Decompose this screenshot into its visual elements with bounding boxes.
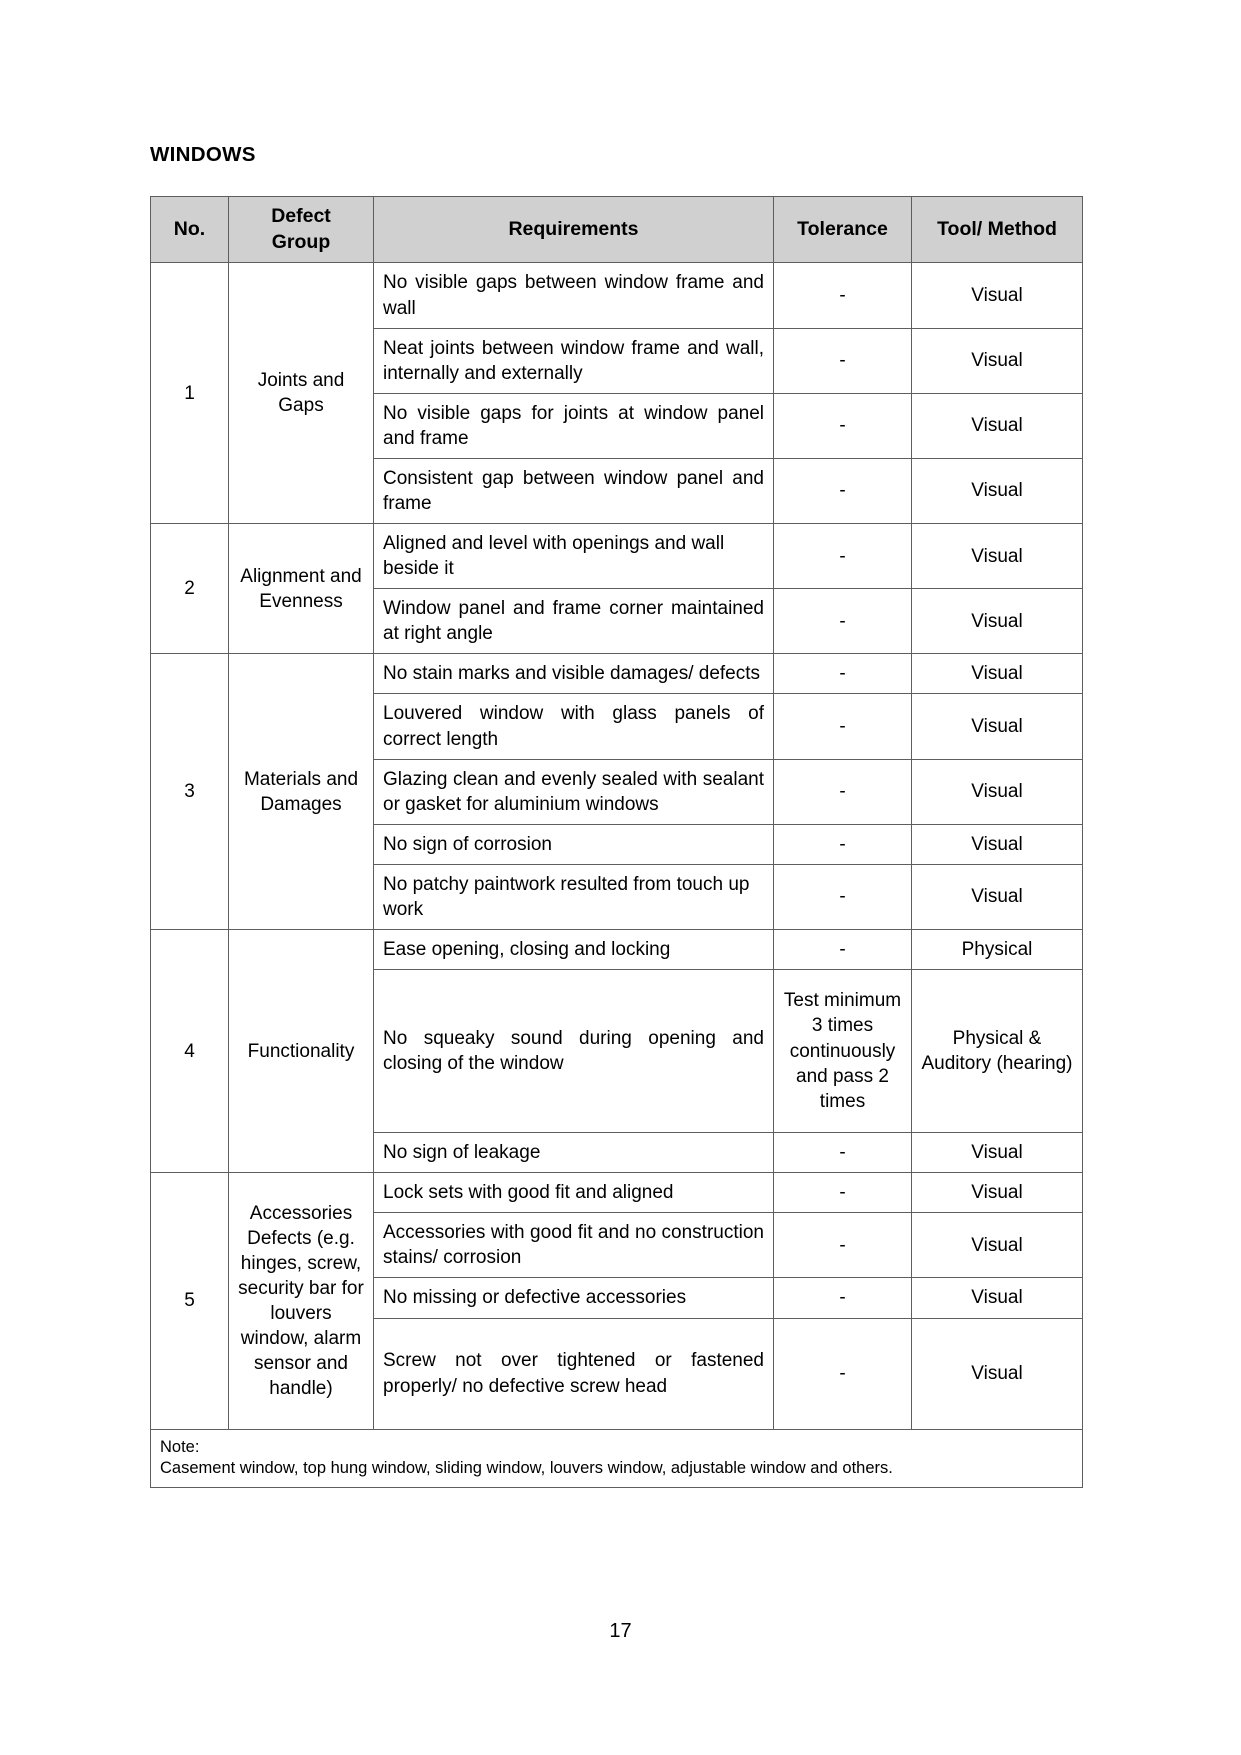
requirement-cell: Window panel and frame corner maintained at right angle <box>374 589 774 654</box>
tolerance-cell: - <box>774 694 912 759</box>
group-number: 2 <box>151 524 229 654</box>
column-header-requirements: Requirements <box>374 197 774 263</box>
tool-method-cell: Visual <box>912 458 1083 523</box>
tool-method-cell: Physical <box>912 930 1083 970</box>
tool-method-cell: Visual <box>912 328 1083 393</box>
requirement-cell: Consistent gap between window panel and frame <box>374 458 774 523</box>
tool-method-cell: Visual <box>912 1133 1083 1173</box>
table-row <box>151 930 1083 970</box>
group-label: Alignment and Evenness <box>229 524 374 654</box>
group-number: 5 <box>151 1173 229 1429</box>
tolerance-cell: - <box>774 1278 912 1318</box>
column-header-defect-group <box>229 197 374 263</box>
tolerance-cell: - <box>774 263 912 328</box>
requirement-cell: No missing or defective accessories <box>374 1278 774 1318</box>
requirement-cell: No visible gaps for joints at window panel and frame <box>374 393 774 458</box>
table-row <box>151 263 1083 328</box>
note-text: Casement window, top hung window, sliding window, louvers window, adjustable window and others. <box>160 1459 893 1478</box>
tolerance-cell: - <box>774 1133 912 1173</box>
tolerance-cell: - <box>774 1213 912 1278</box>
tolerance-cell: - <box>774 930 912 970</box>
defect-group-line2: Group <box>271 230 331 253</box>
defect-group-line1: Defect <box>271 205 331 227</box>
requirement-cell: No visible gaps between window frame and wall <box>374 263 774 328</box>
requirement-cell: No sign of leakage <box>374 1133 774 1173</box>
tolerance-cell: - <box>774 393 912 458</box>
page-number: 17 <box>609 1620 632 1642</box>
requirement-cell: No squeaky sound during opening and closing of the window <box>374 970 774 1133</box>
tool-method-cell: Visual <box>912 824 1083 864</box>
requirement-cell: Ease opening, closing and locking <box>374 930 774 970</box>
tolerance-cell: - <box>774 458 912 523</box>
tool-method-cell: Visual <box>912 694 1083 759</box>
group-label: Functionality <box>229 930 374 1173</box>
tool-method-cell: Visual <box>912 1173 1083 1213</box>
table-row <box>151 1173 1083 1213</box>
column-header-no: No. <box>151 197 229 263</box>
note-label: Note: <box>160 1437 200 1456</box>
tool-method-cell: Visual <box>912 1318 1083 1429</box>
tool-method-cell: Visual <box>912 524 1083 589</box>
requirement-cell: Aligned and level with openings and wall beside it <box>374 524 774 589</box>
table-note-row <box>151 1429 1083 1488</box>
requirement-cell: Louvered window with glass panels of correct length <box>374 694 774 759</box>
tool-method-cell: Visual <box>912 654 1083 694</box>
tolerance-cell: - <box>774 759 912 824</box>
group-label: Joints and Gaps <box>229 263 374 524</box>
tolerance-cell: - <box>774 589 912 654</box>
column-header-tool-method: Tool/ Method <box>912 197 1083 263</box>
tolerance-cell: - <box>774 1173 912 1213</box>
tool-method-cell: Visual <box>912 589 1083 654</box>
tolerance-cell: Test minimum 3 times continuously and pass 2 times <box>774 970 912 1133</box>
tool-method-cell: Visual <box>912 864 1083 929</box>
tolerance-cell: - <box>774 654 912 694</box>
table-header-row <box>151 197 1083 263</box>
window-defects-table <box>150 196 1083 1488</box>
group-label: Materials and Damages <box>229 654 374 930</box>
column-header-tolerance: Tolerance <box>774 197 912 263</box>
tool-method-cell: Visual <box>912 393 1083 458</box>
group-number: 4 <box>151 930 229 1173</box>
table-note <box>151 1429 1083 1488</box>
group-label: Accessories Defects (e.g. hinges, screw, security bar for louvers window, alarm sensor and handle) <box>229 1173 374 1429</box>
table-body <box>151 263 1083 1488</box>
table-header <box>151 197 1083 263</box>
requirement-cell: Glazing clean and evenly sealed with sealant or gasket for aluminium windows <box>374 759 774 824</box>
tool-method-cell: Visual <box>912 759 1083 824</box>
tolerance-cell: - <box>774 1318 912 1429</box>
tool-method-cell: Visual <box>912 1213 1083 1278</box>
requirement-cell: No patchy paintwork resulted from touch up work <box>374 864 774 929</box>
tool-method-cell: Visual <box>912 263 1083 328</box>
tool-method-cell: Physical & Auditory (hearing) <box>912 970 1083 1133</box>
requirement-cell: Screw not over tightened or fastened properly/ no defective screw head <box>374 1318 774 1429</box>
table-row <box>151 654 1083 694</box>
page-title: WINDOWS <box>150 143 256 166</box>
group-number: 1 <box>151 263 229 524</box>
table-row <box>151 524 1083 589</box>
tolerance-cell: - <box>774 524 912 589</box>
requirement-cell: Accessories with good fit and no construction stains/ corrosion <box>374 1213 774 1278</box>
group-number: 3 <box>151 654 229 930</box>
requirement-cell: Lock sets with good fit and aligned <box>374 1173 774 1213</box>
requirement-cell: No stain marks and visible damages/ defects <box>374 654 774 694</box>
requirement-cell: Neat joints between window frame and wall, internally and externally <box>374 328 774 393</box>
tolerance-cell: - <box>774 864 912 929</box>
tolerance-cell: - <box>774 824 912 864</box>
tolerance-cell: - <box>774 328 912 393</box>
tool-method-cell: Visual <box>912 1278 1083 1318</box>
requirement-cell: No sign of corrosion <box>374 824 774 864</box>
